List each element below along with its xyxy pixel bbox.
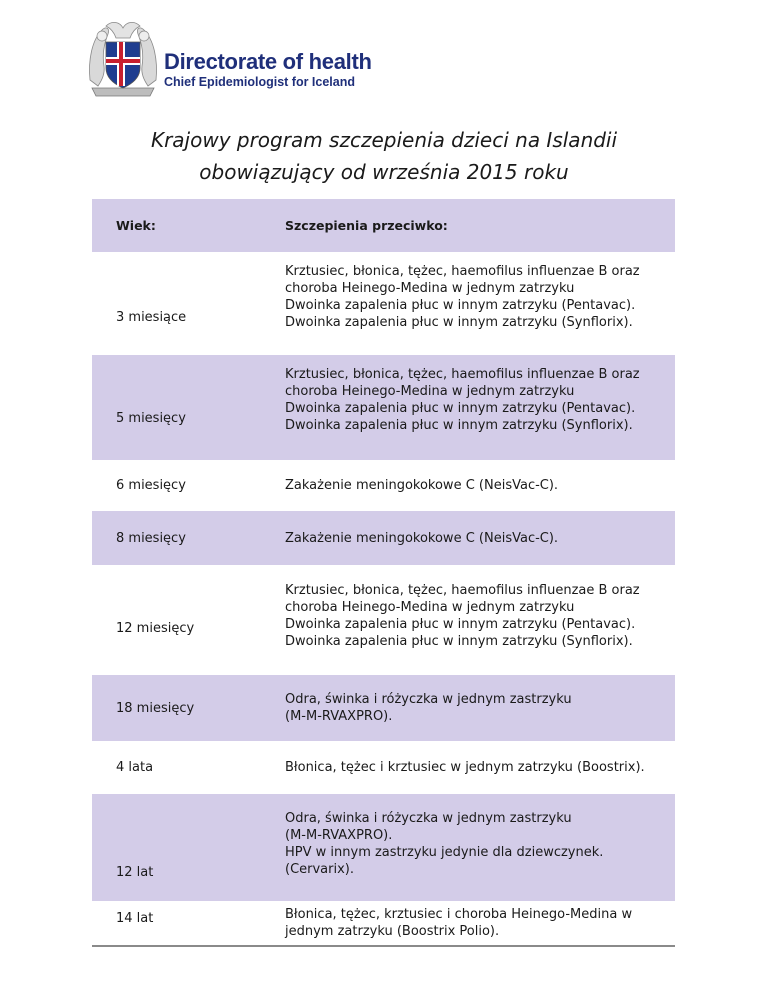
row-vaccines (285, 691, 675, 725)
vaccine-line: Krztusiec, błonica, tężec, haemofilus influenzae B oraz (285, 367, 640, 382)
organization-subtitle: Chief Epidemiologist for Iceland (164, 75, 355, 89)
vaccine-line: Odra, świnka i różyczka w jednym zastrzyku (285, 811, 572, 826)
title-line-1: Krajowy program szczepienia dzieci na Islandii (150, 128, 618, 152)
table-row (92, 794, 675, 901)
vaccine-line: Dwoinka zapalenia płuc w innym zatrzyku (Pentavac). (285, 401, 636, 416)
organization-name: Directorate of health (164, 49, 372, 74)
vaccine-line: Dwoinka zapalenia płuc w innym zatrzyku (Pentavac). (285, 298, 636, 313)
vaccine-line: Błonica, tężec i krztusiec w jednym zatrzyku (Boostrix). (285, 760, 645, 775)
row-vaccines (285, 252, 675, 331)
table-row (92, 901, 675, 945)
vaccine-line: Zakażenie meningokokowe C (NeisVac-C). (285, 478, 559, 493)
row-age: 5 miesięcy (116, 411, 186, 426)
row-age: 18 miesięcy (116, 700, 195, 716)
vaccine-line: Zakażenie meningokokowe C (NeisVac-C). (285, 530, 559, 546)
table-row (92, 355, 675, 460)
vaccine-line: choroba Heinego-Medina w jednym zatrzyku (285, 384, 575, 399)
row-vaccines (285, 477, 675, 494)
vaccine-line: (M-M-RVAXPRO). (285, 828, 393, 843)
vaccine-line: Odra, świnka i różyczka w jednym zastrzyku (285, 692, 572, 707)
vaccine-line: choroba Heinego-Medina w jednym zatrzyku (285, 600, 575, 615)
row-vaccines (285, 759, 675, 776)
row-age: 14 lat (116, 911, 154, 926)
vaccine-line: Krztusiec, błonica, tężec, haemofilus influenzae B oraz (285, 583, 640, 598)
vaccine-line: Krztusiec, błonica, tężec, haemofilus influenzae B oraz (285, 264, 640, 279)
row-vaccines (285, 530, 675, 547)
vaccine-line: (Cervarix). (285, 862, 355, 877)
table-row (92, 460, 675, 511)
table-row (92, 675, 675, 741)
iceland-coat-of-arms-icon (86, 20, 160, 100)
table-row (92, 511, 675, 565)
vaccine-line: Dwoinka zapalenia płuc w innym zatrzyku (Synflorix). (285, 418, 633, 433)
table-header-row (92, 199, 675, 252)
row-age: 3 miesiące (116, 310, 187, 325)
row-age: 8 miesięcy (116, 530, 186, 546)
vaccine-line: Dwoinka zapalenia płuc w innym zatrzyku (Synflorix). (285, 634, 633, 649)
title-line-2: obowiązujący od września 2015 roku (199, 160, 569, 184)
document-title (0, 124, 768, 188)
table-row (92, 252, 675, 355)
header-vaccines: Szczepienia przeciwko: (285, 218, 448, 233)
table-row (92, 565, 675, 675)
vaccine-line: (M-M-RVAXPRO). (285, 709, 393, 724)
organization-block (164, 50, 372, 90)
row-vaccines (285, 565, 675, 650)
bottom-rule (92, 945, 675, 947)
row-age: 6 miesięcy (116, 478, 186, 493)
row-vaccines (285, 901, 675, 940)
vaccine-line: Błonica, tężec, krztusiec i choroba Heinego-Medina w (285, 907, 633, 922)
row-vaccines (285, 794, 675, 878)
header (86, 20, 416, 100)
row-age: 12 lat (116, 865, 154, 880)
row-age: 12 miesięcy (116, 621, 195, 636)
header-age: Wiek: (116, 218, 156, 233)
vaccine-line: choroba Heinego-Medina w jednym zatrzyku (285, 281, 575, 296)
row-vaccines (285, 355, 675, 434)
vaccine-line: Dwoinka zapalenia płuc w innym zatrzyku (Synflorix). (285, 315, 633, 330)
vaccine-line: Dwoinka zapalenia płuc w innym zatrzyku (Pentavac). (285, 617, 636, 632)
vaccine-line: HPV w innym zastrzyku jedynie dla dziewczynek. (285, 845, 604, 860)
row-age: 4 lata (116, 760, 154, 775)
vaccination-table (92, 199, 675, 945)
vaccine-line: jednym zatrzyku (Boostrix Polio). (285, 924, 500, 939)
table-row (92, 741, 675, 794)
